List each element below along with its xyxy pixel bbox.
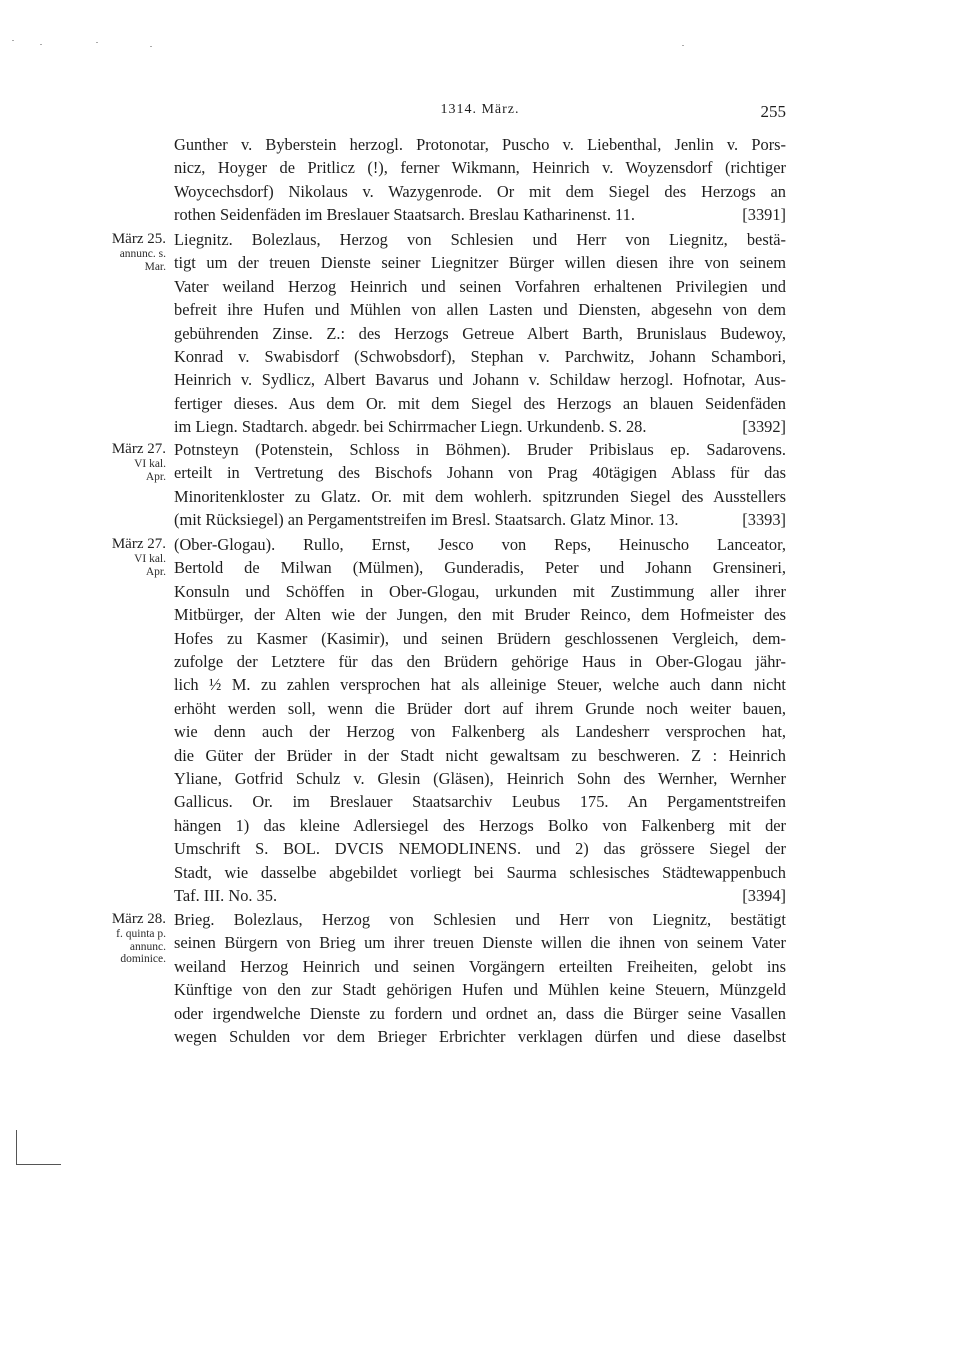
text-line: die Güter der Brüder in der Stadt nicht gewaltsam zu beschweren. Z : Heinrich <box>174 745 786 765</box>
entry-body <box>174 533 786 908</box>
text-line: lich ½ M. zu zahlen versprochen hat als alleinige Steuer, welche auch dann nicht <box>174 675 786 695</box>
margin-note: Apr. <box>145 565 166 578</box>
text-line: tigt um der treuen Dienste seiner Liegnitzer Bürger willen diesen ihre von seinem <box>174 253 786 273</box>
text-line: Stadt, wie dasselbe abgebildet vorliegt bei Saurma schlesisches Städtewappenbuch <box>174 862 786 882</box>
margin-note: Mar. <box>144 260 166 273</box>
crop-corner-mark <box>16 1130 61 1165</box>
margin-date <box>84 440 166 483</box>
running-title: 1314. März. <box>440 102 520 117</box>
text-line: Bertold de Milwan (Mülmen), Gunderadis, Peter und Johann Grensineri, <box>174 558 786 578</box>
text-line: Liegnitz. Bolezlaus, Herzog von Schlesien und Herr von Liegnitz, bestä- <box>174 230 786 249</box>
text-line: Woycechsdorf) Nikolaus v. Wazygenrode. Or mit dem Siegel des Herzogs an <box>174 181 786 201</box>
text-line: oder irgendwelche Dienste zu fordern und ordnet an, dass die Bürger seine Vasallen <box>174 1003 786 1023</box>
text-line: Taf. III. No. 35. [3394] <box>174 884 786 907</box>
text-line: gebührenden Zinse. Z.: des Herzogs Getreue Albert Barth, Brunislaus Budewoy, <box>174 323 786 343</box>
text-line: (Ober-Glogau). Rullo, Ernst, Jesco von Reps, Heinuscho Lanceator, <box>174 535 786 554</box>
text-line: Künftige von den zur Stadt gehörigen Hufen und Mühlen keine Steuern, Münzgeld <box>174 980 786 1000</box>
text-line: Vater weiland Herzog Heinrich und seinen Vorfahren erhaltenen Privilegien und <box>174 276 786 296</box>
margin-date-main: März 25. <box>111 231 166 247</box>
margin-note: dominice. <box>120 953 166 965</box>
document-reference: [3391] <box>742 205 786 225</box>
text-line: Umschrift S. BOL. DVCIS NEMODLINENS. und 2) das grössere Siegel der <box>174 839 786 859</box>
entry-body <box>174 908 786 1048</box>
margin-date-main: März 27. <box>111 536 166 552</box>
margin-date <box>84 230 166 273</box>
text-line: fertiger dieses. Aus dem Or. mit dem Siegel des Herzogs an blauen Seidenfäden <box>174 393 786 413</box>
text-line: zufolge der Letztere für das den Brüdern gehörige Haus in Ober-Glogau jähr- <box>174 652 786 672</box>
scan-specks <box>0 30 960 50</box>
text-line: im Liegn. Stadtarch. abgedr. bei Schirrmacher Liegn. Urkundenb. S. 28. [3392] <box>174 415 786 438</box>
text-line: Heinrich v. Sydlicz, Albert Bavarus und Johann v. Schildaw herzogl. Hofnotar, Aus- <box>174 370 786 390</box>
text-line: Potnsteyn (Potenstein, Schloss in Böhmen). Bruder Pribislaus ep. Sadarovens. <box>174 440 786 459</box>
margin-note: VI kal. <box>134 553 166 565</box>
margin-note: f. quinta p. <box>116 928 166 940</box>
text-line: Hofes zu Kasmer (Kasimir), und seinen Brüdern geschlossenen Vergleich, dem- <box>174 628 786 648</box>
margin-date <box>84 910 166 966</box>
text-line: Minoritenkloster zu Glatz. Or. mit dem wohlerh. spitzrunden Siegel des Ausstellers <box>174 486 786 506</box>
running-head <box>174 102 786 126</box>
entry-body <box>174 438 786 532</box>
text-line: weiland Herzog Heinrich und seinen Vorgängern erteilten Freiheiten, gelobt ins <box>174 956 786 976</box>
entry-body <box>174 228 786 439</box>
text-line: wegen Schulden vor dem Brieger Erbrichter verklagen dürfen und diese daselbst <box>174 1027 786 1047</box>
text-line: hängen 1) das kleine Adlersiegel des Herzogs Bolko von Falkenberg mit der <box>174 815 786 835</box>
text-line: seinen Bürgern von Brieg um ihrer treuen Dienste willen die ihnen von seinem Vater <box>174 933 786 953</box>
text-line: Brieg. Bolezlaus, Herzog von Schlesien und Herr von Liegnitz, bestätigt <box>174 910 786 929</box>
text-line: Mitbürger, der Alten wie der Jungen, den mit Bruder Reinco, dem Hofmeister des <box>174 605 786 625</box>
margin-date-main: März 28. <box>111 911 166 927</box>
text-line: wie denn auch der Herzog von Falkenberg als Landesherr versprochen hat, <box>174 722 786 742</box>
text-line: erteilt in Vertretung des Bischofs Johann von Prag 40tägigen Ablass für das <box>174 463 786 483</box>
margin-note: Apr. <box>145 470 166 483</box>
text-line: erhöht werden soll, wenn die Brüder dort auf ihrem Grunde noch weiter bauen, <box>174 698 786 718</box>
margin-note: annunc. <box>129 940 166 953</box>
text-line: Yliane, Gotfrid Schulz v. Glesin (Gläsen), Heinrich Sohn des Wernher, Wernher <box>174 769 786 789</box>
text-line: Konsuln und Schöffen in Ober-Glogau, urkunden mit Zustimmung aller ihrer <box>174 581 786 601</box>
entry-body <box>174 133 786 227</box>
margin-date-main: März 27. <box>111 441 166 457</box>
text-line: Konrad v. Swabisdorf (Schwobsdorf), Stephan v. Parchwitz, Johann Schambori, <box>174 347 786 367</box>
text-line: befreit ihre Hufen und Mühlen von allen Lasten und Diensten, abgesehn von dem <box>174 300 786 320</box>
document-reference: [3393] <box>742 510 786 530</box>
margin-note: VI kal. <box>134 458 166 470</box>
page-number: 255 <box>760 102 786 121</box>
document-reference: [3392] <box>742 417 786 437</box>
text-line: rothen Seidenfäden im Breslauer Staatsarch. Breslau Katharinenst. 11. [3391] <box>174 203 786 226</box>
text-line: nicz, Hoyger de Pritlicz (!), ferner Wikmann, Heinrich v. Woyzensdorf (richtiger <box>174 158 786 178</box>
document-reference: [3394] <box>742 886 786 906</box>
text-line: Gallicus. Or. im Breslauer Staatsarchiv Leubus 175. An Pergamentstreifen <box>174 792 786 812</box>
margin-date <box>84 535 166 578</box>
text-line: Gunther v. Byberstein herzogl. Protonotar, Puscho v. Liebenthal, Jenlin v. Pors- <box>174 135 786 154</box>
text-line: (mit Rücksiegel) an Pergamentstreifen im Bresl. Staatsarch. Glatz Minor. 13. [3393] <box>174 508 786 531</box>
margin-note: annunc. s. <box>119 248 166 260</box>
